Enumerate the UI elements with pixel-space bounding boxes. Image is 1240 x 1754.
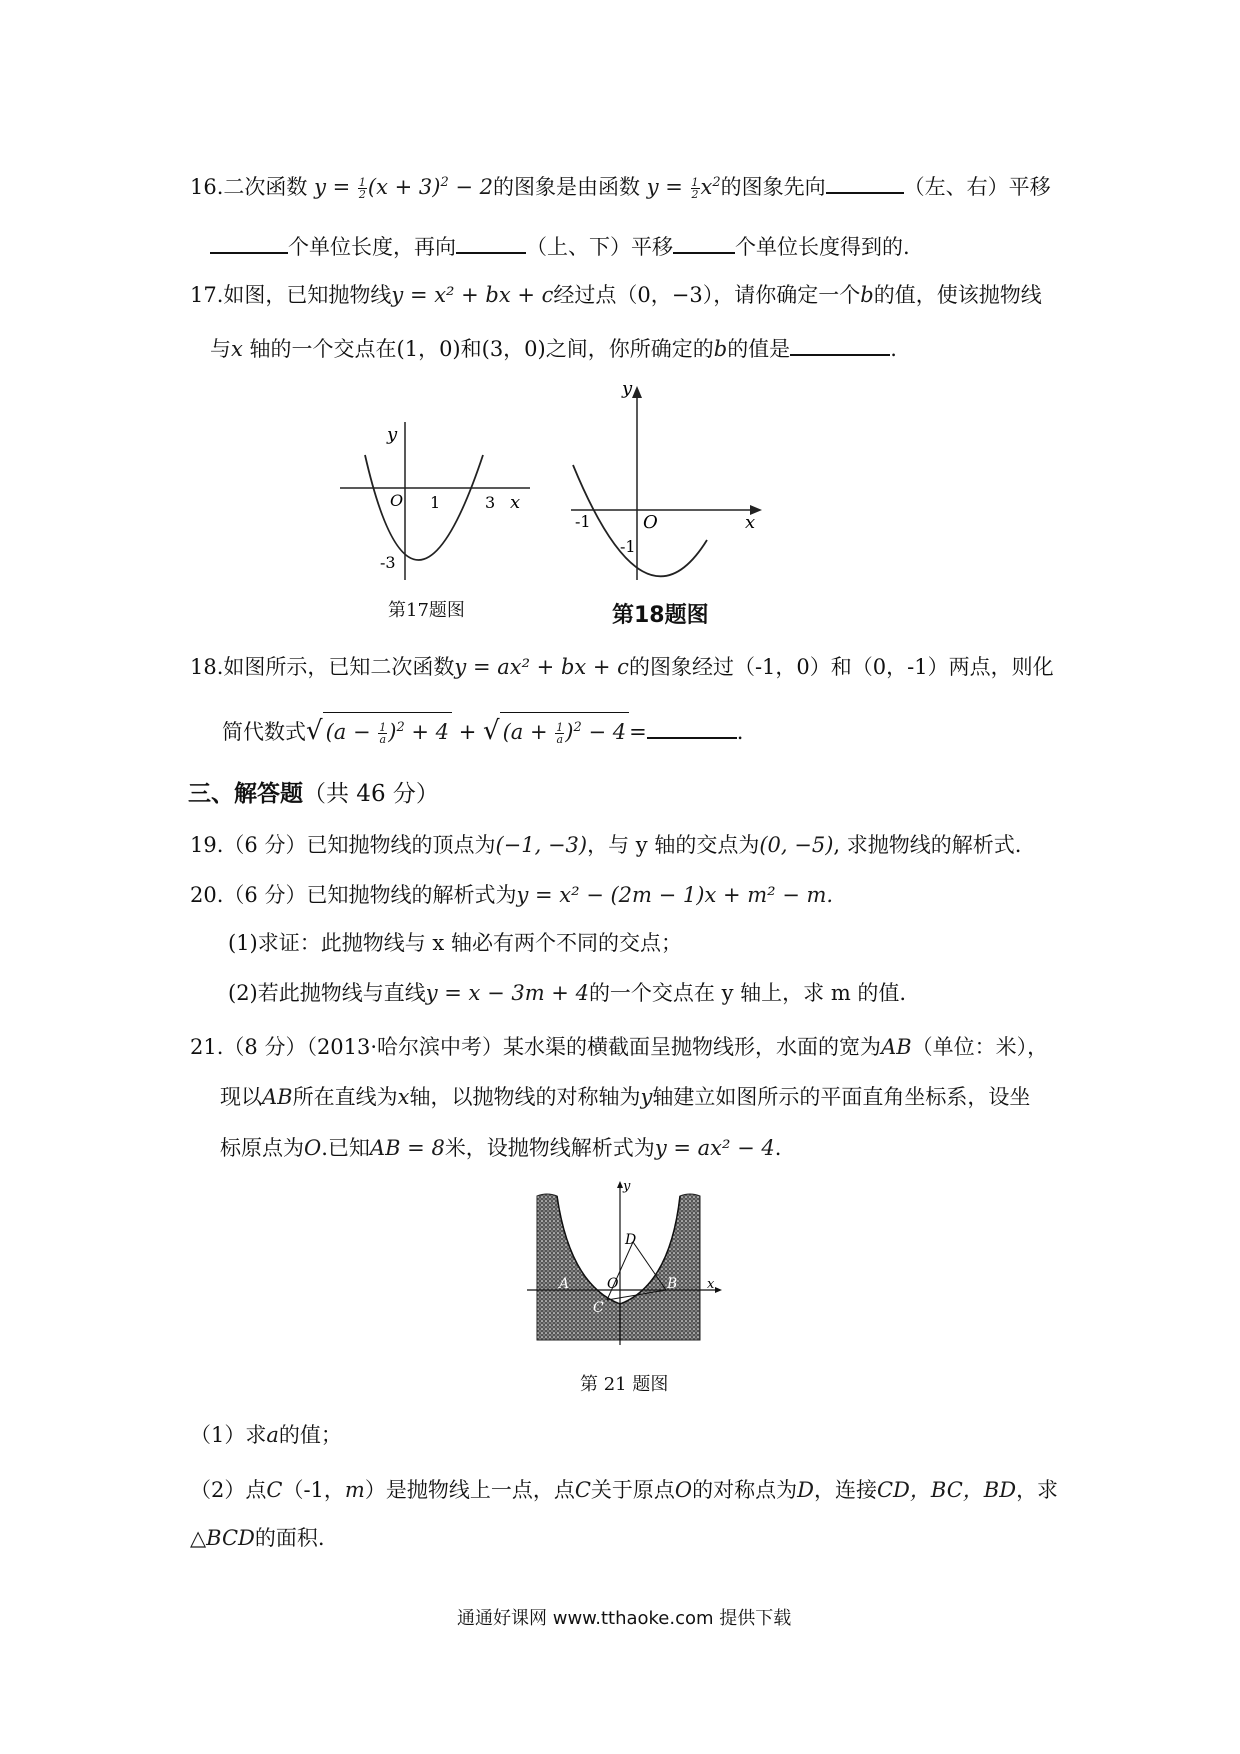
q21-text2d: 轴建立如图所示的平面直角坐标系，设坐 xyxy=(652,1085,1031,1109)
fig17-label-y: y xyxy=(387,424,398,445)
section3-points: （共 46 分） xyxy=(303,781,439,807)
q16-expr1: y = $\frac{1}{2}$ $(x + 3)^2 - 2$ xyxy=(314,175,494,201)
q20-p2b: 的一个交点在 y 轴上，求 m 的值. xyxy=(588,981,907,1005)
fig21-label-a: A xyxy=(559,1276,570,1292)
q20-part1: (1)求证：此抛物线与 x 轴必有两个不同的交点； xyxy=(228,931,682,955)
q17-blank xyxy=(790,332,890,356)
q21-p2g: ，连接 xyxy=(813,1478,877,1502)
q17-number: 17. xyxy=(190,283,224,307)
q18-plus: + xyxy=(458,720,477,744)
footer: 通通好课网 www.tthaoke.com 提供下载 xyxy=(457,1608,792,1629)
q16-line1 xyxy=(190,168,1051,202)
fig17-label-x: x xyxy=(510,492,521,513)
q16-blank2 xyxy=(210,230,288,254)
fig18-label-x: x xyxy=(745,512,756,533)
q21-p2b: （-1， xyxy=(282,1478,345,1502)
fig17-caption: 第17题图 xyxy=(388,600,465,621)
q16-unit1: 个单位长度，再向 xyxy=(288,235,456,259)
q17-line2 xyxy=(210,332,897,364)
fig17-graph xyxy=(335,420,535,590)
q17-x: x xyxy=(231,337,243,361)
q21-x: x xyxy=(397,1085,410,1109)
fig21-label-b: B xyxy=(667,1276,678,1292)
q21-p2-c: C xyxy=(266,1478,283,1502)
q21-number: 21. xyxy=(190,1035,224,1059)
section3-title: 三、解答题 xyxy=(188,781,303,807)
q17-text3: 的值，使该抛物线 xyxy=(873,283,1042,307)
fig18-label-neg1-y: -1 xyxy=(620,537,636,556)
q18-text1: 如图所示，已知二次函数 xyxy=(223,655,455,679)
q16-expr2: y = $\frac{1}{2}$ $x^2$ xyxy=(646,175,721,201)
fig21-caption: 第 21 题图 xyxy=(580,1374,669,1395)
q21-ab2: AB xyxy=(262,1085,293,1109)
q21-p3b: 的面积. xyxy=(254,1526,325,1550)
fig17-label-1: 1 xyxy=(430,493,441,512)
fig17-label-neg3: -3 xyxy=(380,553,396,572)
q17-text1: 如图，已知抛物线 xyxy=(223,283,392,307)
q21-y: y xyxy=(640,1085,653,1109)
q18-number: 18. xyxy=(190,655,224,679)
q21-p2-d: D xyxy=(797,1478,814,1502)
q20-p2a: (2)若此抛物线与直线 xyxy=(228,981,426,1005)
q21-text3c: 米，设抛物线解析式为 xyxy=(444,1136,655,1160)
q20-p2expr: y = x − 3m + 4 xyxy=(425,981,589,1005)
q17-text5: 轴的一个交点在(1，0)和(3，0)之间，你所确定的 xyxy=(242,337,714,361)
q16-unit2: 个单位长度得到的. xyxy=(735,235,910,259)
q20-part2 xyxy=(228,978,906,1008)
q21-ab-eq: AB = 8 xyxy=(369,1136,445,1160)
q19-point: (0, −5) xyxy=(759,833,834,857)
q20-expr: y = x² − (2m − 1)x + m² − m. xyxy=(516,883,834,907)
fig18-caption: 第18题图 xyxy=(612,603,709,628)
q21-text3a: 标原点为 xyxy=(220,1136,304,1160)
q18-expr: y = ax² + bx + c xyxy=(454,655,629,679)
q17-text6: 的值是 xyxy=(727,337,791,361)
section3-heading xyxy=(188,775,439,808)
q18-line1 xyxy=(190,652,1054,682)
q21-p2-segs: CD，BC，BD xyxy=(876,1478,1017,1502)
q21-p2a: （2）点 xyxy=(190,1478,267,1502)
q18-radical1: (a − $\frac{1}{a}$ )$^2$ + 4 xyxy=(323,712,452,747)
q21-p2-c2: C xyxy=(574,1478,591,1502)
q20-text: （6 分）已知抛物线的解析式为 xyxy=(223,883,517,907)
q21-text1b: （单位：米）， xyxy=(911,1035,1049,1059)
q17-period: . xyxy=(890,337,897,361)
fig21-graph xyxy=(525,1180,725,1350)
fig17-label-o: O xyxy=(390,491,404,510)
q17-b2: b xyxy=(713,337,728,361)
q18-blank xyxy=(647,715,737,739)
q21-ab: AB xyxy=(881,1035,912,1059)
fig21-terrain xyxy=(537,1194,700,1340)
q19-text: （6 分）已知抛物线的顶点为 xyxy=(223,833,496,857)
q21-text2c: 轴，以抛物线的对称轴为 xyxy=(409,1085,641,1109)
fig18-label-o: O xyxy=(643,512,658,533)
q21-o: O xyxy=(304,1136,322,1160)
q16-dir2: （上、下）平移 xyxy=(526,235,673,259)
q16-number: 16. xyxy=(190,175,224,199)
q21-p2f: 的对称点为 xyxy=(692,1478,798,1502)
fig21-label-y: y xyxy=(623,1180,631,1194)
q21-text2b: 所在直线为 xyxy=(292,1085,398,1109)
q21-p1-var: a xyxy=(266,1423,279,1447)
q18-eq: = xyxy=(629,720,647,744)
q21-text3d: . xyxy=(774,1136,782,1160)
q19-vertex: (−1, −3) xyxy=(495,833,588,857)
q16-blank4 xyxy=(673,230,735,254)
q21-text2a: 现以 xyxy=(220,1085,262,1109)
q17-text2: 经过点（0，−3），请你确定一个 xyxy=(553,283,861,307)
fig17-parabola xyxy=(365,455,483,560)
q21-expr: y = ax² − 4 xyxy=(654,1136,775,1160)
q19-line xyxy=(190,830,1021,860)
fig18-label-y: y xyxy=(622,380,633,399)
q17-line1 xyxy=(190,280,1042,310)
q18-radical2: (a + $\frac{1}{a}$ )$^2$ − 4 xyxy=(500,712,629,747)
fig18-label-neg1-x: -1 xyxy=(575,512,591,531)
q16-line2 xyxy=(210,230,910,262)
fig18-graph xyxy=(565,380,765,585)
q16-text3: 的图象先向 xyxy=(720,175,826,199)
q18-line2: 简代数式√ (a − $\frac{1}{a}$ )$^2$ + 4 + √ (a + $\frac{1}{a}$ )$^2$ − 4 = . xyxy=(222,712,743,747)
q17-text4: 与 xyxy=(210,337,231,361)
q19-text2: ，与 y 轴的交点为 xyxy=(587,833,760,857)
q21-line2 xyxy=(220,1082,1030,1112)
q21-p2i: ，求 xyxy=(1016,1478,1059,1502)
q21-p1a: （1）求 xyxy=(190,1423,267,1447)
q18-text2: 的图象经过（-1，0）和（0，-1）两点，则化 xyxy=(628,655,1054,679)
q19-text3: , 求抛物线的解析式. xyxy=(833,833,1022,857)
q21-triangle: △BCD xyxy=(190,1526,255,1550)
fig18-parabola xyxy=(573,465,707,576)
q17-expr: y = x² + bx + c xyxy=(391,283,554,307)
q20-line xyxy=(190,880,833,910)
q20-number: 20. xyxy=(190,883,224,907)
q21-text3b: .已知 xyxy=(321,1136,370,1160)
q21-p2e: 关于原点 xyxy=(590,1478,675,1502)
q18-period: . xyxy=(736,720,744,744)
q16-blank3 xyxy=(456,230,526,254)
fig21-label-c: C xyxy=(593,1300,604,1316)
fig17-label-3: 3 xyxy=(485,493,496,512)
q16-dir1: （左、右）平移 xyxy=(903,175,1051,199)
q16-text2: 的图象是由函数 xyxy=(493,175,641,199)
q16-blank1 xyxy=(826,170,904,194)
q21-part2-cont xyxy=(190,1523,325,1553)
q21-text1: （8 分）（2013·哈尔滨中考）某水渠的横截面呈抛物线形，水面的宽为 xyxy=(223,1035,882,1059)
fig21-x-arrow xyxy=(715,1287,722,1293)
q21-line3 xyxy=(220,1133,781,1163)
fig21-label-o: O xyxy=(607,1276,619,1292)
fig18-y-arrow xyxy=(632,386,642,398)
q21-p2-m: m xyxy=(344,1478,365,1502)
q16-text1: 二次函数 xyxy=(223,175,308,199)
fig21-label-x: x xyxy=(707,1277,715,1292)
fig21-label-d: D xyxy=(625,1232,637,1248)
q21-line1 xyxy=(190,1032,1048,1062)
q21-part1 xyxy=(190,1420,342,1450)
q17-b: b xyxy=(860,283,874,307)
q21-p1b: 的值； xyxy=(278,1423,342,1447)
q21-p2-o: O xyxy=(674,1478,693,1502)
q18-text3: 简代数式 xyxy=(222,720,306,744)
q21-part2 xyxy=(190,1475,1058,1505)
q19-number: 19. xyxy=(190,833,224,857)
q21-p2d: ）是抛物线上一点，点 xyxy=(364,1478,575,1502)
